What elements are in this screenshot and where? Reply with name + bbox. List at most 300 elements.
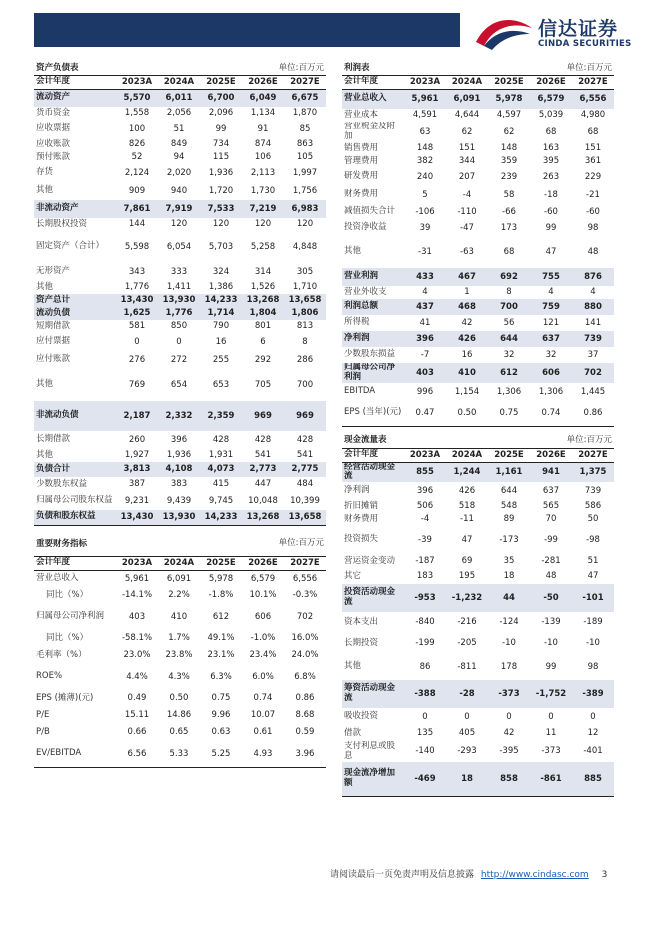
cell-value: 1,161	[488, 462, 530, 482]
cell-value: 1,936	[208, 167, 234, 178]
cell-value: 14.86	[166, 710, 192, 721]
cell-value: 8.68	[295, 710, 315, 721]
unit-label: 单位:百万元	[278, 63, 324, 73]
table-title-row	[34, 532, 326, 556]
page-number: 3	[601, 870, 608, 880]
cell-value: -18	[544, 189, 558, 200]
cell-value: 506	[416, 501, 434, 512]
cell-value: 13,430	[116, 294, 158, 307]
cell-value: 396	[170, 434, 188, 445]
row-label: 折旧摊销	[344, 500, 379, 511]
row-label: 应付账款	[36, 354, 71, 365]
cell-value: 44	[488, 584, 530, 612]
cell-value: 702	[296, 611, 314, 622]
cell-value: 1,134	[250, 108, 276, 119]
row-label: 其他	[344, 246, 362, 257]
row-label: 其它	[344, 570, 362, 581]
cell-value: 6,054	[166, 241, 192, 252]
cell-value: -63	[460, 246, 474, 257]
brand-logo	[474, 10, 644, 54]
row-label: 长期投资	[344, 637, 379, 648]
cell-value: 13,430	[116, 510, 158, 525]
column-header: 2026E	[242, 556, 284, 570]
cell-value: 1,720	[208, 185, 234, 196]
row-label: 非流动资产	[34, 200, 116, 218]
cell-value: 13,268	[242, 510, 284, 525]
unit-label: 单位:百万元	[278, 538, 324, 549]
cell-value: 98	[587, 222, 599, 233]
cell-value: 135	[416, 728, 434, 739]
row-label: 营业总收入	[36, 572, 79, 583]
cell-value: 12	[587, 728, 599, 739]
table-row	[34, 647, 326, 664]
row-label: 营业利润	[342, 268, 404, 286]
table-row	[342, 462, 614, 482]
cell-value: 1,756	[292, 185, 318, 196]
cell-value: 9,745	[208, 495, 234, 506]
row-label: 资本支出	[344, 616, 379, 627]
cell-value: 428	[212, 434, 230, 445]
cell-value: 0	[506, 711, 512, 722]
cell-value: 700	[488, 299, 530, 315]
cell-value: 2,187	[116, 401, 158, 431]
cell-value: 144	[128, 219, 146, 230]
table-row	[342, 554, 614, 569]
data-table	[34, 532, 326, 768]
cell-value: 1,776	[124, 282, 150, 293]
table-row	[34, 587, 326, 604]
cell-value: 653	[212, 379, 230, 390]
cell-value: 4,980	[580, 110, 606, 121]
cell-value: -11	[460, 514, 474, 525]
brand-name-en: CINDA SECURITIES	[538, 39, 632, 49]
cell-value: 4.3%	[168, 671, 190, 682]
cell-value: -281	[541, 556, 561, 567]
cell-value: 410	[446, 363, 488, 383]
cell-value: 62	[503, 126, 515, 137]
column-header: 2024A	[446, 75, 488, 89]
table-row	[342, 526, 614, 554]
website-link[interactable]: http://www.cindasc.com	[480, 870, 589, 880]
cell-value: -388	[404, 680, 446, 708]
row-label: 投资损失	[344, 534, 379, 545]
cell-value: -293	[457, 746, 477, 757]
cell-value: 940	[170, 185, 188, 196]
cell-value: 11	[545, 728, 557, 739]
cell-value: 240	[416, 171, 434, 182]
row-label: P/E	[36, 709, 50, 720]
cell-value: -99	[544, 534, 558, 545]
cell-value: 2,775	[284, 462, 326, 477]
table-row	[34, 724, 326, 741]
row-label: P/B	[36, 726, 50, 737]
cell-value: 1,445	[580, 386, 606, 397]
cell-value: 86	[419, 661, 431, 672]
cell-value: 6,579	[530, 89, 572, 109]
cell-value: 5,978	[488, 89, 530, 109]
row-label: 长期股权投资	[36, 218, 88, 229]
cell-value: 42	[461, 317, 473, 328]
cell-value: 759	[530, 299, 572, 315]
column-header: 2024A	[446, 448, 488, 462]
cell-value: 16	[461, 349, 473, 360]
cell-value: 863	[296, 139, 314, 150]
cell-value: 6,983	[284, 200, 326, 218]
cell-value: 99	[545, 222, 557, 233]
cell-value: 1.7%	[168, 633, 190, 644]
cell-value: -401	[583, 746, 603, 757]
cell-value: 849	[170, 139, 188, 150]
column-header: 2027E	[572, 75, 614, 89]
cell-value: 6,091	[446, 89, 488, 109]
table-row	[34, 477, 326, 492]
cell-value: 969	[242, 401, 284, 431]
cell-value: 163	[542, 143, 560, 154]
cell-value: 692	[488, 268, 530, 286]
cell-value: 47	[545, 246, 557, 257]
cell-value: 343	[128, 266, 146, 277]
column-header: 会计年度	[34, 75, 116, 89]
table-row	[34, 182, 326, 200]
table-row	[342, 612, 614, 633]
cell-value: 16	[215, 336, 227, 347]
table-row	[342, 142, 614, 155]
column-header: 2025E	[200, 556, 242, 570]
table-row	[342, 762, 614, 796]
cell-value: 14,233	[200, 510, 242, 525]
table-row	[342, 204, 614, 220]
cell-value: 0.50	[169, 693, 189, 704]
cell-value: 5,598	[124, 241, 150, 252]
column-header: 2027E	[284, 75, 326, 89]
column-header: 2023A	[404, 448, 446, 462]
cell-value: 344	[458, 156, 476, 167]
row-label: 固定资产（合计）	[36, 241, 105, 252]
cell-value: 813	[296, 321, 314, 332]
cell-value: 324	[212, 266, 230, 277]
table-header-row	[34, 75, 326, 89]
table-row	[34, 431, 326, 449]
disclaimer-text: 请阅读最后一页免责声明及信息披露	[330, 870, 475, 880]
cell-value: 702	[572, 363, 614, 383]
table-row	[342, 168, 614, 186]
cell-value: 286	[296, 354, 314, 365]
row-label: 销售费用	[344, 142, 379, 153]
cell-value: 68	[545, 126, 557, 137]
unit-label: 单位:百万元	[566, 63, 612, 73]
table-row	[342, 286, 614, 299]
cell-value: 0	[590, 711, 596, 722]
table-row	[342, 236, 614, 268]
cell-value: 468	[446, 299, 488, 315]
cell-value: 333	[170, 266, 188, 277]
cell-value: 48	[587, 246, 599, 257]
table-row	[34, 401, 326, 431]
cell-value: 121	[542, 317, 560, 328]
cell-value: 518	[458, 501, 476, 512]
cell-value: 98	[587, 661, 599, 672]
cell-value: -60	[586, 206, 600, 217]
cell-value: 4,848	[292, 241, 318, 252]
row-label: 财务费用	[344, 513, 379, 524]
table-row	[342, 741, 614, 762]
cell-value: 654	[170, 379, 188, 390]
cell-value: 178	[500, 661, 518, 672]
cell-value: 6.8%	[294, 671, 316, 682]
cell-value: 1,804	[242, 307, 284, 320]
cell-value: -50	[530, 584, 572, 612]
cell-value: 141	[584, 317, 602, 328]
cell-value: 151	[584, 143, 602, 154]
cell-value: 6,049	[242, 89, 284, 107]
cell-value: 4,073	[200, 462, 242, 477]
cell-value: 68	[587, 126, 599, 137]
cell-value: -216	[457, 617, 477, 628]
cell-value: 969	[284, 401, 326, 431]
cell-value: -21	[586, 189, 600, 200]
cell-value: 2,332	[158, 401, 200, 431]
cell-value: -31	[418, 246, 432, 257]
column-header: 2026E	[242, 75, 284, 89]
row-label: 资产总计	[34, 294, 116, 307]
table-row	[342, 513, 614, 526]
cell-value: 395	[542, 156, 560, 167]
cell-value: 23.0%	[123, 650, 151, 661]
cell-value: 415	[212, 479, 230, 490]
row-label: 负债和股东权益	[34, 510, 116, 525]
cell-value: 403	[128, 611, 146, 622]
cell-value: 541	[296, 450, 314, 461]
row-label: 研发费用	[344, 171, 379, 182]
cell-value: 255	[212, 354, 230, 365]
cell-value: 62	[461, 126, 473, 137]
cell-value: 99	[545, 661, 557, 672]
table-row	[34, 510, 326, 525]
cell-value: -205	[457, 638, 477, 649]
cell-value: 47	[461, 534, 473, 545]
table-row	[342, 363, 614, 383]
row-label: 所得税	[344, 317, 370, 328]
table-row	[342, 500, 614, 513]
cell-value: 13,268	[242, 294, 284, 307]
cell-value: -58.1%	[121, 633, 153, 644]
table-row	[34, 281, 326, 294]
data-table	[342, 62, 614, 427]
table-row	[342, 633, 614, 654]
table-row	[34, 664, 326, 690]
cell-value: -199	[415, 638, 435, 649]
cell-value: 858	[488, 762, 530, 796]
cell-value: -4	[420, 514, 430, 525]
cell-value: 70	[545, 514, 557, 525]
brand-name-cn: 信达证券	[538, 18, 619, 40]
cell-value: 6.56	[116, 741, 158, 767]
cell-value: 700	[296, 379, 314, 390]
table-row	[342, 89, 614, 109]
cell-value: 51	[587, 556, 599, 567]
table-row	[34, 138, 326, 151]
row-label: 存货	[36, 167, 54, 178]
cell-value: 1,806	[284, 307, 326, 320]
cell-value: 637	[542, 485, 560, 496]
table-row	[342, 584, 614, 612]
cell-value: 4	[590, 287, 596, 298]
row-label: 同比（%）	[46, 589, 89, 600]
cell-value: 7,861	[116, 200, 158, 218]
row-label: EPS (当年)(元)	[342, 401, 404, 426]
cell-value: 69	[461, 556, 473, 567]
cell-value: 0.66	[127, 727, 147, 738]
cell-value: 437	[404, 299, 446, 315]
cell-value: 6,091	[166, 573, 192, 584]
table-row	[34, 218, 326, 231]
row-label: 利润总额	[342, 299, 404, 315]
cell-value: 120	[170, 219, 188, 230]
cell-value: 0.74	[253, 693, 273, 704]
cell-value: 484	[296, 479, 314, 490]
cell-value: 855	[404, 462, 446, 482]
unit-label: 单位:百万元	[566, 435, 612, 445]
cell-value: 5.25	[200, 741, 242, 767]
cell-value: 9,439	[166, 495, 192, 506]
cell-value: 10.07	[250, 710, 276, 721]
table-row	[34, 89, 326, 107]
table-header-row	[342, 75, 614, 89]
cell-value: 382	[416, 156, 434, 167]
cell-value: -47	[460, 222, 474, 233]
table-row	[342, 383, 614, 401]
table-row	[34, 200, 326, 218]
cell-value: 428	[296, 434, 314, 445]
row-label: 管理费用	[344, 155, 379, 166]
cell-value: 52	[131, 152, 143, 163]
row-label: 其他	[36, 379, 54, 390]
cell-value: 13,930	[158, 294, 200, 307]
cell-value: 10,048	[248, 495, 278, 506]
cell-value: 56	[503, 317, 515, 328]
cell-value: 13,658	[284, 294, 326, 307]
cell-value: 396	[404, 331, 446, 347]
cell-value: -14.1%	[121, 590, 153, 601]
column-header: 2026E	[530, 448, 572, 462]
cell-value: 23.8%	[165, 650, 193, 661]
row-label: 同比（%）	[46, 632, 89, 643]
cell-value: -1.0%	[250, 633, 276, 644]
cell-value: 548	[500, 501, 518, 512]
cell-value: 405	[458, 728, 476, 739]
cell-value: 15.11	[124, 710, 150, 721]
row-label: 营运资金变动	[344, 555, 396, 566]
cell-value: 85	[299, 123, 311, 134]
row-label: 现金流净增加额	[342, 762, 404, 796]
cell-value: 48	[545, 571, 557, 582]
cell-value: 229	[584, 171, 602, 182]
cell-value: 5,961	[124, 573, 150, 584]
cell-value: 0.47	[404, 401, 446, 426]
cell-value: 612	[488, 363, 530, 383]
cell-value: 120	[296, 219, 314, 230]
cell-value: -0.3%	[292, 590, 318, 601]
column-header: 2025E	[488, 75, 530, 89]
row-label: 归属母公司股东权益	[36, 495, 113, 506]
cell-value: 1,927	[124, 450, 150, 461]
cell-value: 18	[446, 762, 488, 796]
cell-value: 68	[503, 246, 515, 257]
cell-value: 2,020	[166, 167, 192, 178]
cell-value: 5,703	[208, 241, 234, 252]
cell-value: 941	[530, 462, 572, 482]
cell-value: 0	[176, 336, 182, 347]
cell-value: 23.4%	[249, 650, 277, 661]
row-label: 支付利息或股息	[344, 741, 396, 761]
cell-value: 4,591	[412, 110, 438, 121]
cell-value: 0.61	[253, 727, 273, 738]
table-row	[342, 331, 614, 347]
cell-value: 0	[134, 336, 140, 347]
cell-value: 739	[584, 485, 602, 496]
cell-value: 4.93	[242, 741, 284, 767]
cell-value: 410	[170, 611, 188, 622]
cell-value: -28	[446, 680, 488, 708]
table-row	[342, 680, 614, 708]
cell-value: 305	[296, 266, 314, 277]
cell-value: 58	[503, 189, 515, 200]
table-row	[342, 654, 614, 680]
cell-value: 1,870	[292, 108, 318, 119]
cell-value: 5,961	[404, 89, 446, 109]
cell-value: 0.65	[169, 727, 189, 738]
cell-value: 10.1%	[249, 590, 277, 601]
column-header: 会计年度	[34, 556, 116, 570]
cell-value: -811	[457, 661, 477, 672]
table-row	[342, 122, 614, 142]
table-row	[34, 369, 326, 401]
cell-value: 51	[173, 123, 185, 134]
cell-value: 89	[503, 514, 515, 525]
cell-value: 637	[530, 331, 572, 347]
cell-value: 6,011	[158, 89, 200, 107]
cell-value: 644	[500, 485, 518, 496]
cell-value: 1,997	[292, 167, 318, 178]
row-label: EV/EBITDA	[34, 741, 116, 767]
row-label: 应付票据	[36, 336, 71, 347]
table-row	[342, 186, 614, 204]
cell-value: -373	[488, 680, 530, 708]
cell-value: 24.0%	[291, 650, 319, 661]
cell-value: 14,233	[200, 294, 242, 307]
table-row	[34, 107, 326, 120]
cell-value: 292	[254, 354, 272, 365]
cell-value: 2,773	[242, 462, 284, 477]
cell-value: 6,556	[292, 573, 318, 584]
table-row	[34, 151, 326, 164]
cell-value: -10	[586, 638, 600, 649]
table-row	[34, 231, 326, 263]
cell-value: 3,813	[116, 462, 158, 477]
cell-value: 23.1%	[207, 650, 235, 661]
cell-value: 4.4%	[126, 671, 148, 682]
cell-value: 1,776	[158, 307, 200, 320]
cell-value: 6,675	[284, 89, 326, 107]
cell-value: -60	[544, 206, 558, 217]
cell-value: 41	[419, 317, 431, 328]
cell-value: 37	[587, 349, 599, 360]
cell-value: 94	[173, 152, 185, 163]
row-label: 财务费用	[344, 189, 379, 200]
cell-value: 755	[530, 268, 572, 286]
cell-value: 426	[446, 331, 488, 347]
table-row	[34, 307, 326, 320]
